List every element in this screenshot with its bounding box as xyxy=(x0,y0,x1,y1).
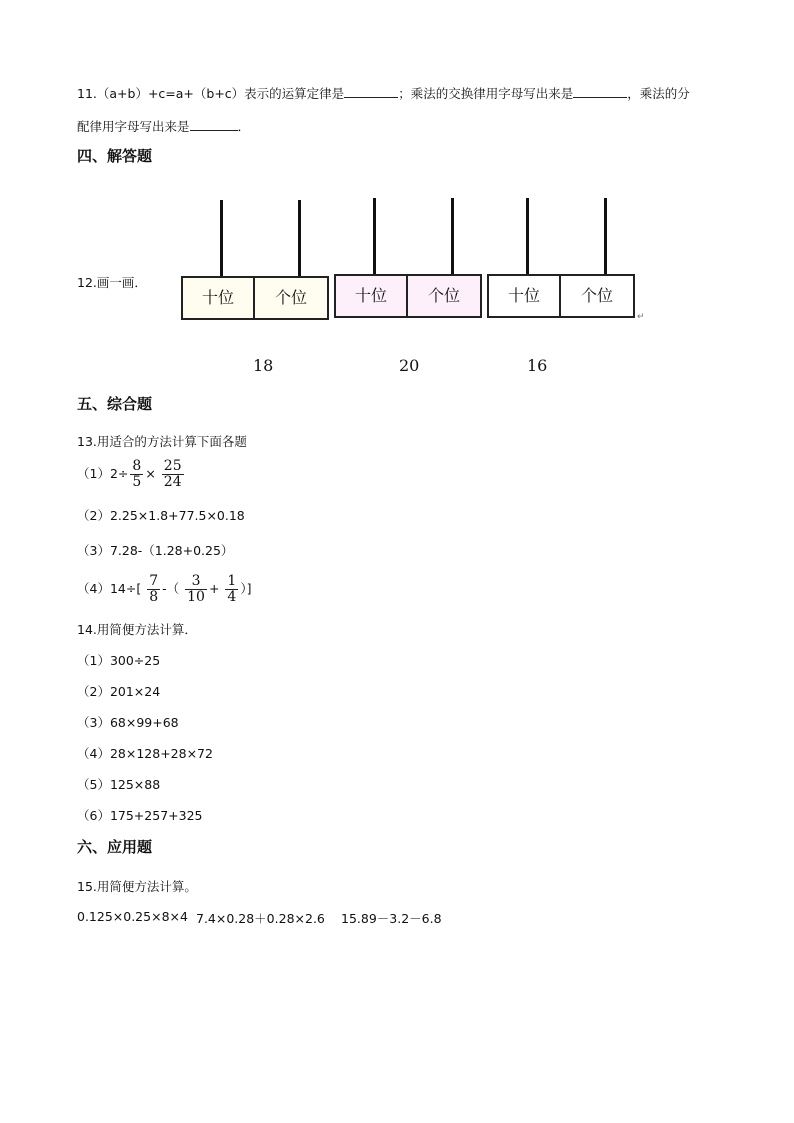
fraction xyxy=(185,574,207,605)
tens-label: 十位 xyxy=(201,288,234,307)
return-mark: ↵ xyxy=(637,312,645,322)
numerator: 25 xyxy=(163,458,182,474)
part-4-suffix: ）] xyxy=(240,581,252,596)
section-heading-4: 四、解答题 xyxy=(77,147,153,165)
part-4-prefix: （4）14÷[ xyxy=(77,581,142,596)
answer-blank-2[interactable] xyxy=(573,85,627,98)
question-15-expr-1: 0.125×0.25×8×4 xyxy=(77,909,188,924)
abacus-rod xyxy=(526,198,529,274)
abacus-box-1 xyxy=(181,276,329,320)
denominator: 4 xyxy=(227,589,237,605)
q11-text-d: 配律用字母写出来是 xyxy=(77,119,190,134)
multiply-sign: × xyxy=(145,466,156,481)
denominator: 10 xyxy=(187,589,205,605)
abacus-rod xyxy=(298,200,301,276)
question-14-item-4: （4）28×128+28×72 xyxy=(77,746,213,761)
part-1-prefix: （1）2÷ xyxy=(77,466,129,481)
abacus-number-3: 16 xyxy=(527,356,548,375)
question-14-item-1: （1）300÷25 xyxy=(77,653,161,668)
question-13-part-3: （3）7.28-（1.28+0.25） xyxy=(77,543,234,558)
abacus-rod xyxy=(451,198,454,274)
question-14-item-3: （3）68×99+68 xyxy=(77,715,179,730)
abacus-number-1: 18 xyxy=(253,356,274,375)
q11-text-a: 11.（a+b）+c=a+（b+c）表示的运算定律是 xyxy=(77,86,345,101)
tens-label: 十位 xyxy=(507,286,540,305)
question-11-line-1 xyxy=(77,84,690,102)
q11-text-b: ；乘法的交换律用字母写出来是 xyxy=(398,86,574,101)
fraction xyxy=(130,459,143,490)
question-14-item-6: （6）175+257+325 xyxy=(77,808,203,823)
abacus-number-2: 20 xyxy=(399,356,420,375)
fraction xyxy=(162,459,184,490)
section-heading-5: 五、综合题 xyxy=(77,395,153,413)
section-heading-6: 六、应用题 xyxy=(77,838,153,856)
numerator: 3 xyxy=(185,574,207,590)
ones-label: 个位 xyxy=(274,288,307,307)
question-13-title: 13.用适合的方法计算下面各题 xyxy=(77,434,247,449)
abacus-rod xyxy=(604,198,607,274)
ones-label: 个位 xyxy=(580,286,613,305)
question-13-part-1 xyxy=(77,459,186,490)
abacus-box-3 xyxy=(487,274,635,318)
tens-label: 十位 xyxy=(354,286,387,305)
answer-blank-1[interactable] xyxy=(344,85,398,98)
question-15-title: 15.用简便方法计算。 xyxy=(77,879,197,894)
fraction xyxy=(225,574,238,605)
question-11-line-2 xyxy=(77,117,250,135)
abacus-rod xyxy=(220,200,223,276)
ones-label: 个位 xyxy=(427,286,460,305)
minus-paren: -（ xyxy=(162,581,180,596)
numerator: 1 xyxy=(227,573,237,589)
question-14-title: 14.用简便方法计算． xyxy=(77,622,197,637)
denominator: 8 xyxy=(149,589,159,605)
answer-blank-3[interactable] xyxy=(190,118,238,131)
question-14-item-5: （5）125×88 xyxy=(77,777,161,792)
abacus-rod xyxy=(373,198,376,274)
numerator: 7 xyxy=(149,573,159,589)
question-12-label: 12.画一画． xyxy=(77,275,147,290)
question-15-expr-2: 7.4×0.28＋0.28×2.6 xyxy=(196,911,325,926)
fraction xyxy=(147,574,160,605)
question-13-part-4 xyxy=(77,574,251,605)
denominator: 5 xyxy=(132,474,142,490)
plus-sign: + xyxy=(208,581,220,596)
q11-text-c: ，乘法的分 xyxy=(627,86,690,101)
q11-text-e: ． xyxy=(237,119,251,134)
abacus-box-2 xyxy=(334,274,482,318)
numerator: 8 xyxy=(132,458,142,474)
question-14-item-2: （2）201×24 xyxy=(77,684,161,699)
question-15-expr-3: 15.89－3.2－6.8 xyxy=(341,911,442,926)
question-13-part-2: （2）2.25×1.8+77.5×0.18 xyxy=(77,508,245,523)
denominator: 24 xyxy=(163,474,182,490)
